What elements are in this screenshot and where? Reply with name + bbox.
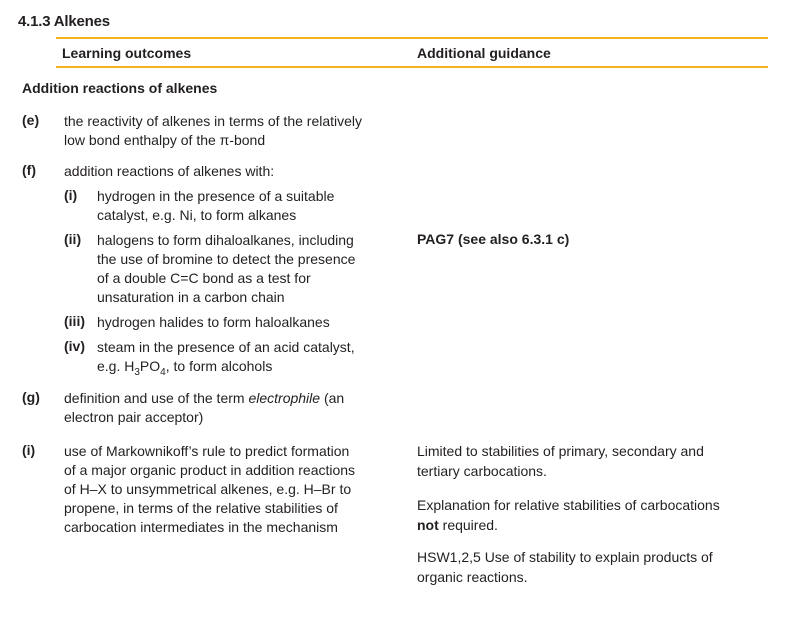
outcome-e-label: (e) — [22, 112, 40, 128]
guidance-stabilities — [417, 442, 704, 481]
outcome-f-iv-label: (iv) — [64, 338, 85, 354]
guidance-hsw — [417, 548, 713, 587]
section-heading: Addition reactions of alkenes — [22, 80, 218, 96]
outcome-f-ii-line: of a double C=C bond as a test for — [97, 270, 311, 286]
outcome-g-pre: definition and use of the term — [64, 390, 249, 406]
guidance-line — [417, 516, 720, 536]
outcome-e-line: the reactivity of alkenes in terms of the relatively — [64, 113, 363, 129]
outcome-i-line: carbocation intermediates in the mechanism — [64, 519, 338, 535]
term-electrophile: electrophile — [248, 390, 321, 406]
outcome-i-text — [64, 442, 355, 537]
outcome-i-line: of H–X to unsymmetrical alkenes, e.g. H–Br to — [64, 481, 352, 497]
header-bottom-rule — [56, 66, 768, 68]
outcome-f-iv-formula-line — [97, 357, 355, 382]
outcome-f-label: (f) — [22, 162, 36, 178]
outcome-f-i-line: hydrogen in the presence of a suitable — [97, 188, 335, 204]
outcome-f-ii-line: unsaturation in a carbon chain — [97, 289, 285, 305]
guidance-not-bold: not — [417, 516, 439, 533]
outcome-f-ii-line: the use of bromine to detect the presence — [97, 251, 356, 267]
formula-suffix: , to form alcohols — [165, 358, 273, 374]
outcome-f-i-line: catalyst, e.g. Ni, to form alkanes — [97, 207, 297, 223]
outcome-i-line: propene, in terms of the relative stabilities of — [64, 500, 338, 516]
outcome-f-iii-text: hydrogen halides to form haloalkanes — [97, 314, 330, 330]
outcome-f-iii-label: (iii) — [64, 313, 85, 329]
outcome-f-text: addition reactions of alkenes with: — [64, 163, 275, 179]
header-top-rule — [56, 37, 768, 39]
outcome-f-iv-text — [97, 338, 355, 382]
outcome-f-i-label: (i) — [64, 187, 78, 203]
formula-mid: PO — [139, 358, 161, 374]
formula-subscript-3: 3 — [134, 366, 140, 378]
guidance-line: Explanation for relative stabilities of carbocations — [417, 497, 720, 513]
outcome-f-ii-line: halogens to form dihaloalkanes, including — [97, 232, 354, 248]
column-header-learning-outcomes: Learning outcomes — [62, 45, 192, 61]
guidance-line: Limited to stabilities of primary, secondary and — [417, 443, 704, 459]
guidance-line: HSW1,2,5 Use of stability to explain products of — [417, 549, 713, 565]
outcome-g-line — [64, 389, 344, 408]
outcome-e-line: low bond enthalpy of the π-bond — [64, 132, 266, 148]
outcome-e-text — [64, 112, 362, 150]
guidance-explanation — [417, 496, 720, 535]
guidance-line: organic reactions. — [417, 568, 528, 585]
outcome-g-label: (g) — [22, 389, 40, 405]
outcome-g-line: electron pair acceptor) — [64, 409, 204, 425]
outcome-g-post: (an — [320, 390, 345, 406]
page-title: 4.1.3 Alkenes — [18, 13, 110, 30]
outcome-f-iv-line: steam in the presence of an acid catalyst, — [97, 339, 355, 355]
formula-subscript-4: 4 — [160, 366, 166, 378]
guidance-line: tertiary carbocations. — [417, 462, 547, 479]
guidance-pag7: PAG7 (see also 6.3.1 c) — [417, 231, 570, 247]
formula-prefix: e.g. H — [97, 358, 135, 374]
outcome-i-label: (i) — [22, 442, 36, 458]
column-header-additional-guidance: Additional guidance — [417, 45, 551, 61]
outcome-f-i-text — [97, 187, 334, 225]
outcome-g-text — [64, 389, 344, 427]
outcome-i-line: of a major organic product in addition reactions — [64, 462, 356, 478]
outcome-f-ii-text — [97, 231, 355, 307]
guidance-required: required. — [438, 516, 498, 533]
outcome-f-ii-label: (ii) — [64, 231, 82, 247]
outcome-i-line: use of Markownikoff’s rule to predict formation — [64, 443, 350, 459]
